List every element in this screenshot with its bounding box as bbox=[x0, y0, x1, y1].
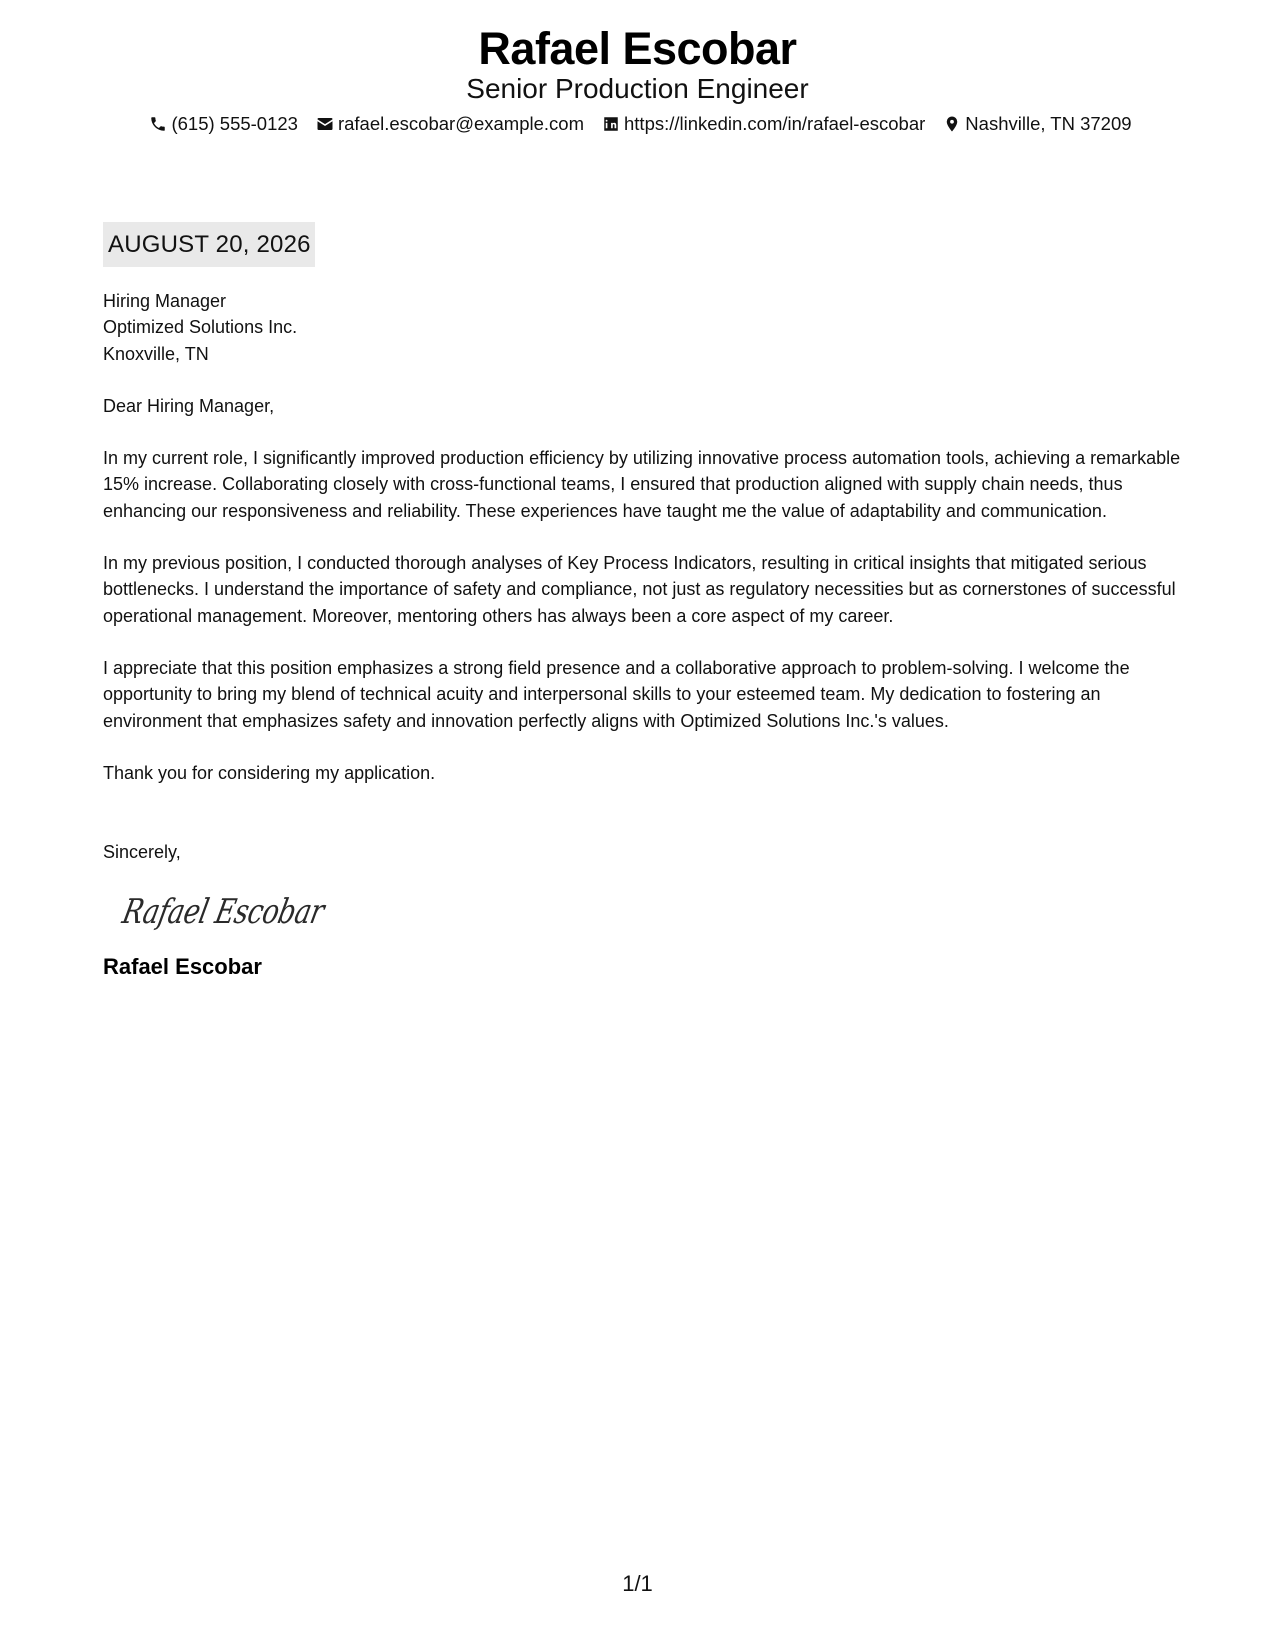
contact-bar bbox=[0, 112, 1275, 136]
salutation: Dear Hiring Manager, bbox=[103, 395, 275, 416]
applicant-name: Rafael Escobar bbox=[478, 23, 797, 74]
contact-location bbox=[943, 112, 1131, 136]
signer-name: Rafael Escobar bbox=[103, 954, 262, 980]
phone-icon bbox=[149, 115, 167, 133]
letter-date: AUGUST 20, 2026 bbox=[103, 222, 315, 267]
applicant-title: Senior Production Engineer bbox=[466, 73, 809, 104]
recipient-location: Knoxville, TN bbox=[103, 343, 209, 364]
contact-email[interactable] bbox=[316, 112, 584, 136]
contact-linkedin[interactable] bbox=[602, 112, 925, 136]
contact-phone bbox=[149, 112, 298, 136]
linkedin-icon bbox=[602, 115, 620, 133]
letter-header bbox=[0, 22, 1275, 136]
contact-linkedin-text[interactable]: https://linkedin.com/in/rafael-escobar bbox=[624, 113, 926, 134]
body-paragraph: I appreciate that this position emphasizes a strong field presence and a collaborative approach to problem-solving. I welcome the opportunity to bring my blend of technical acuity and interpersonal skills to your esteemed team. My dedication to fostering an environment that emphasizes safety and innovation perfectly aligns with Optimized Solutions Inc.'s values. bbox=[103, 657, 1130, 731]
svg-text:Rafael Escobar: Rafael Escobar bbox=[119, 892, 382, 933]
body-paragraph: In my previous position, I conducted thorough analyses of Key Process Indicators, resulting in critical insights that mitigated serious bottlenecks. I understand the importance of safety and compliance, not just as regulatory necessities but as cornerstones of successful operational management. Moreover, mentoring others has always been a core aspect of my career. bbox=[103, 553, 1176, 626]
recipient-line: Hiring Manager bbox=[103, 291, 227, 311]
map-pin-icon bbox=[943, 115, 961, 133]
closing-thanks: Thank you for considering my application. bbox=[103, 762, 436, 783]
letter-body bbox=[103, 288, 1183, 981]
recipient-block bbox=[103, 288, 1183, 367]
sign-off: Sincerely, bbox=[103, 842, 181, 863]
contact-email-text[interactable]: rafael.escobar@example.com bbox=[337, 113, 584, 134]
envelope-icon bbox=[316, 115, 334, 133]
body-paragraph: In my current role, I significantly improved production efficiency by utilizing innovative process automation tools, achieving a remarkable 15% increase. Collaborating closely with cross-functional teams, I ensured that production aligned with supply chain needs, thus enhancing our responsiveness and reliability. These experiences have taught me the value of adaptability and communication. bbox=[103, 448, 1181, 521]
handwritten-signature bbox=[119, 885, 1183, 941]
page-number: 1/1 bbox=[622, 1571, 653, 1596]
recipient-company: Optimized Solutions Inc. bbox=[103, 317, 298, 338]
contact-location-text: Nashville, TN 37209 bbox=[965, 113, 1132, 134]
contact-phone-text: (615) 555-0123 bbox=[171, 113, 298, 134]
